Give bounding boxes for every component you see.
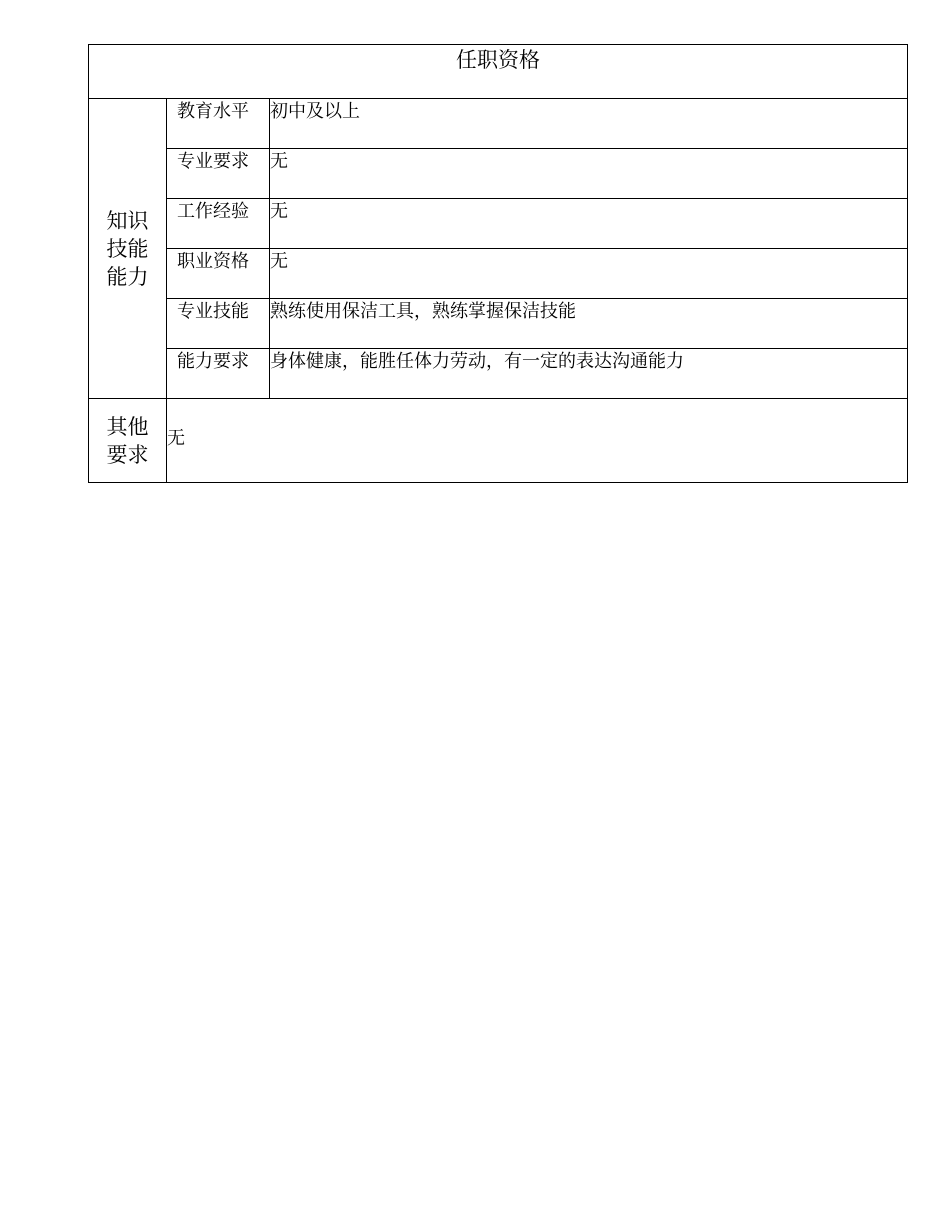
group-label-line: 能力 (106, 264, 149, 289)
group-label-line: 知识 (106, 208, 149, 233)
table-row (89, 199, 908, 249)
table-row (89, 149, 908, 199)
skills-value: 熟练使用保洁工具，熟练掌握保洁技能 (270, 299, 908, 349)
qualification-table (88, 44, 908, 483)
ability-label: 能力要求 (167, 349, 270, 399)
table-row (89, 99, 908, 149)
table-row (89, 249, 908, 299)
skills-label: 专业技能 (167, 299, 270, 349)
major-label: 专业要求 (167, 149, 270, 199)
ability-value: 身体健康，能胜任体力劳动，有一定的表达沟通能力 (270, 349, 908, 399)
table-title: 任职资格 (89, 45, 908, 99)
certification-value: 无 (270, 249, 908, 299)
other-label-line: 要求 (106, 442, 149, 467)
table-row (89, 349, 908, 399)
experience-label: 工作经验 (167, 199, 270, 249)
education-label: 教育水平 (167, 99, 270, 149)
other-requirements-label (89, 399, 167, 483)
experience-value: 无 (270, 199, 908, 249)
table-row (89, 399, 908, 483)
other-label-line: 其他 (106, 414, 149, 439)
knowledge-group-label (89, 99, 167, 399)
table-row (89, 299, 908, 349)
other-requirements-value: 无 (167, 399, 908, 483)
table-header-row (89, 45, 908, 99)
group-label-line: 技能 (106, 236, 149, 261)
education-value: 初中及以上 (270, 99, 908, 149)
major-value: 无 (270, 149, 908, 199)
certification-label: 职业资格 (167, 249, 270, 299)
